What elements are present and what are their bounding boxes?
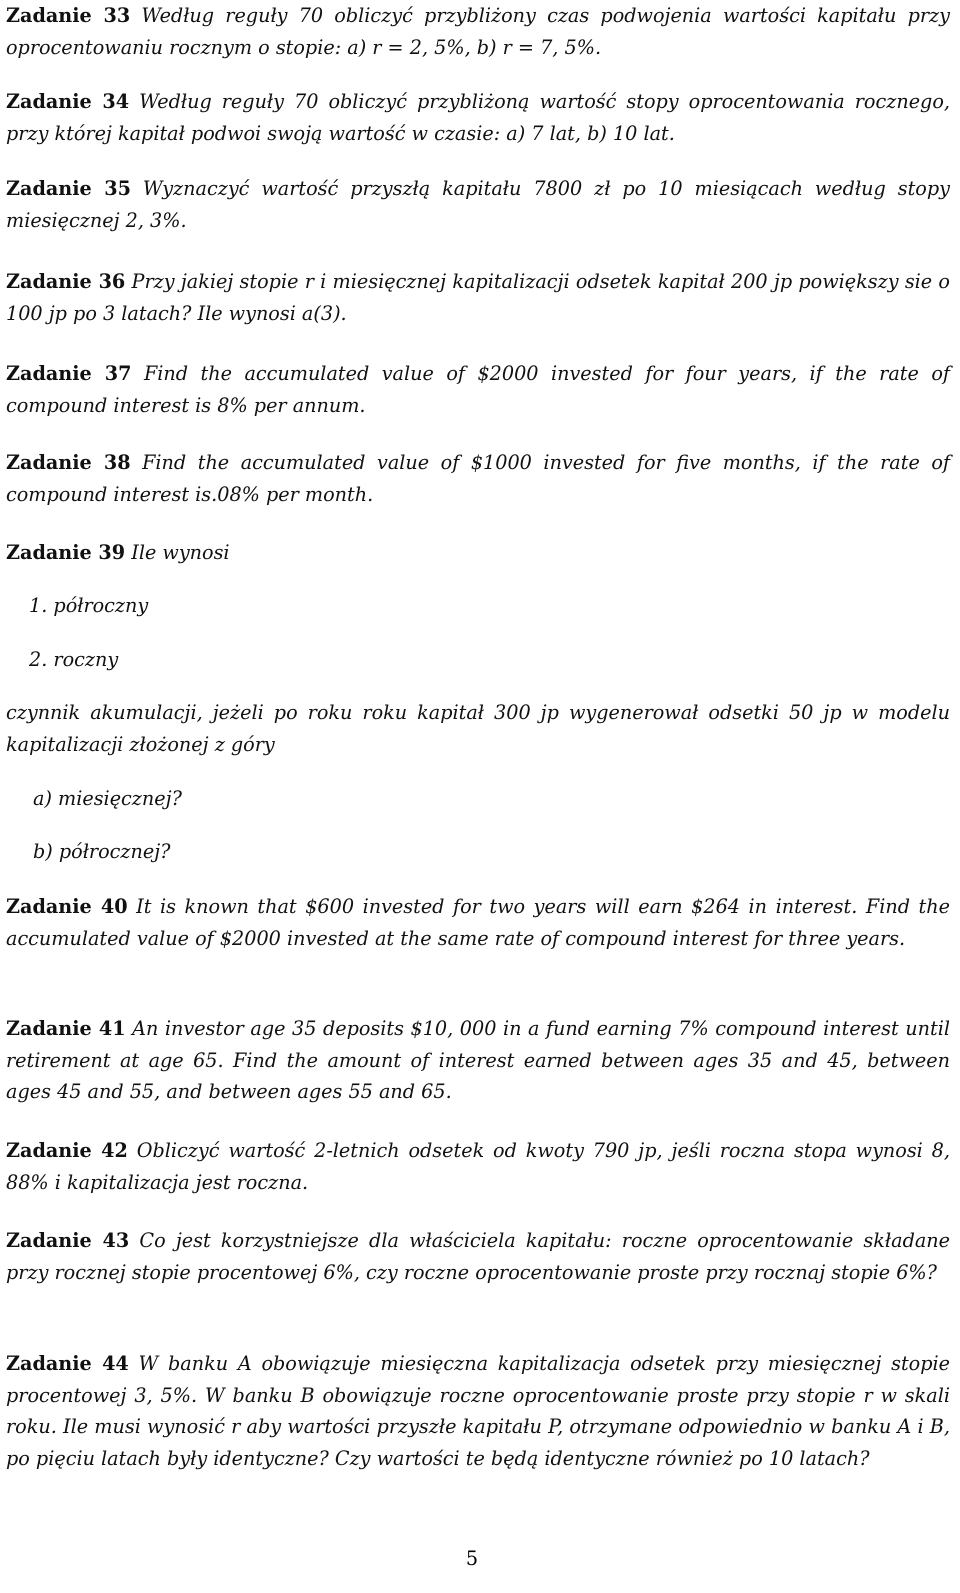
task-text: Według reguły 70 obliczyć przybliżony czas podwojenia wartości kapitału przy oprocentowaniu rocznym o stopie: a) r = 2, 5%, b) r = 7, 5%.: [6, 4, 950, 59]
task-39-body: czynnik akumulacji, jeżeli po roku roku kapitał 300 jp wygenerował odsetki 50 jp w modelu kapitalizacji złożonej z góry: [6, 701, 950, 756]
task-label: Zadanie 34: [6, 90, 130, 113]
task-label: Zadanie 37: [6, 362, 132, 385]
task-text: Obliczyć wartość 2-letnich odsetek od kwoty 790 jp, jeśli roczna stopa wynosi 8, 88% i kapitalizacja jest roczna.: [6, 1139, 950, 1194]
task-label: Zadanie 38: [6, 451, 131, 474]
task-label: Zadanie 36: [6, 270, 126, 293]
task-text: It is known that $600 invested for two years will earn $264 in interest. Find the accumulated value of $2000 invested at the same rate of compound interest for three years.: [6, 895, 950, 950]
task-40: [6, 891, 950, 954]
task-text: Według reguły 70 obliczyć przybliżoną wartość stopy oprocentowania rocznego, przy której kapitał podwoi swoją wartość w czasie: a) 7 lat, b) 10 lat.: [6, 90, 950, 145]
task-44: [6, 1348, 950, 1474]
task-text: Ile wynosi: [131, 541, 230, 564]
task-label: Zadanie 35: [6, 177, 131, 200]
task-label: Zadanie 39: [6, 541, 126, 564]
task-text: Find the accumulated value of $1000 invested for five months, if the rate of compound interest is.08% per month.: [6, 451, 950, 506]
task-39-intro: [6, 537, 950, 569]
task-label: Zadanie 44: [6, 1352, 129, 1375]
task-38: [6, 447, 950, 510]
task-text: W banku A obowiązuje miesięczna kapitalizacja odsetek przy miesięcznej stopie procentowej 3, 5%. W banku B obowiązuje roczne oprocentowanie proste przy stopie r w skali roku. Ile musi wynosić r aby wartości przyszłe kapitału P, otrzymane odpowiednio w banku A i B, po pięciu latach były identyczne? Czy wartości te będą identyczne również po 10 latach?: [6, 1352, 950, 1470]
task-42: [6, 1135, 950, 1198]
task-text: Find the accumulated value of $2000 invested for four years, if the rate of compound interest is 8% per annum.: [6, 362, 950, 417]
list-item: b) półrocznej?: [33, 840, 171, 863]
task-36: [6, 266, 950, 329]
task-text: Co jest korzystniejsze dla właściciela kapitału: roczne oprocentowanie składane przy rocznej stopie procentowej 6%, czy roczne oprocentowanie proste przy rocznaj stopie 6%?: [6, 1229, 951, 1284]
list-item: 2. roczny: [29, 648, 119, 671]
page-number: 5: [465, 1547, 479, 1570]
task-41: [6, 1013, 950, 1108]
task-43: [6, 1225, 950, 1288]
task-33: [6, 0, 950, 63]
task-text: Przy jakiej stopie r i miesięcznej kapitalizacji odsetek kapitał 200 jp powiększy sie o 100 jp po 3 latach? Ile wynosi a(3).: [6, 270, 950, 325]
task-label: Zadanie 33: [6, 4, 131, 27]
task-label: Zadanie 41: [6, 1017, 126, 1040]
task-label: Zadanie 42: [6, 1139, 128, 1162]
task-text: An investor age 35 deposits $10, 000 in a fund earning 7% compound interest until retirement at age 65. Find the amount of interest earned between ages 35 and 45, between ages 45 and 55, and between ages 55 and 65.: [6, 1017, 950, 1103]
task-35: [6, 173, 950, 236]
task-label: Zadanie 40: [6, 895, 128, 918]
task-34: [6, 86, 950, 149]
list-item: 1. półroczny: [29, 594, 149, 617]
task-text: Wyznaczyć wartość przyszłą kapitału 7800 zł po 10 miesiącach według stopy miesięcznej 2, 3%.: [6, 177, 950, 232]
task-37: [6, 358, 950, 421]
task-label: Zadanie 43: [6, 1229, 130, 1252]
list-item: a) miesięcznej?: [33, 787, 182, 810]
